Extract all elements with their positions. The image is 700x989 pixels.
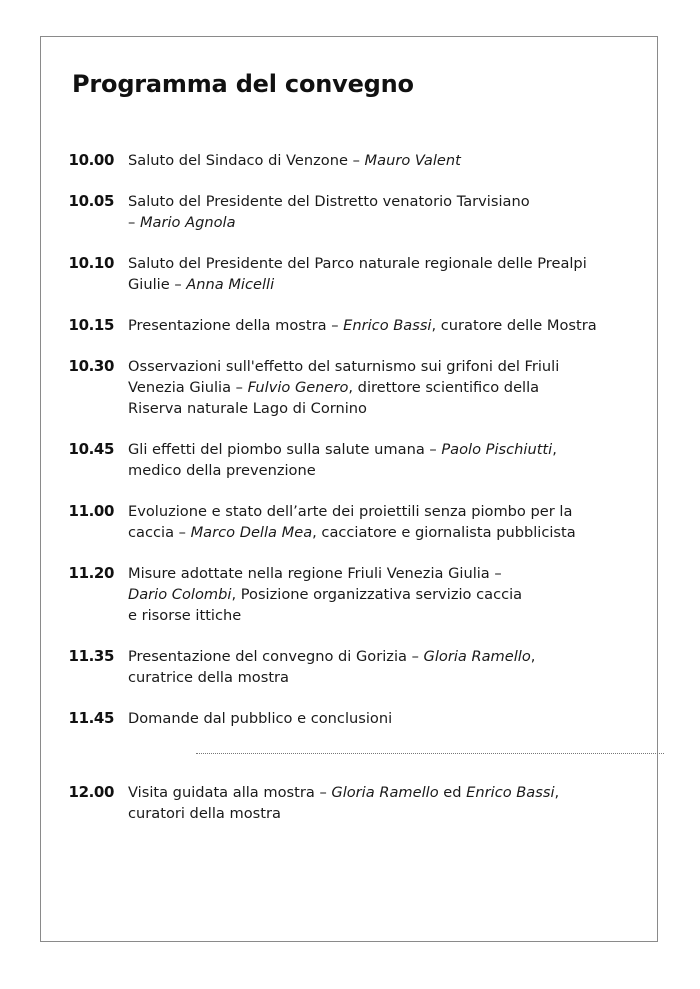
agenda-time: 11.45	[68, 709, 114, 727]
agenda-description	[128, 356, 640, 419]
speaker-name: Dario Colombi	[128, 586, 232, 603]
agenda-description	[128, 253, 640, 295]
agenda-time: 10.00	[68, 151, 114, 169]
speaker-name: Paolo Pischiutti	[441, 441, 553, 458]
description-text: Presentazione della mostra –	[128, 317, 344, 334]
agenda-time: 10.05	[68, 192, 114, 210]
description-text: –	[128, 214, 140, 231]
description-text: e risorse ittiche	[128, 607, 242, 624]
description-text: ,	[530, 648, 536, 665]
agenda-list	[60, 150, 650, 824]
description-text: Saluto del Presidente del Parco naturale regionale delle Prealpi	[128, 255, 587, 272]
page-title: Programma del convegno	[72, 70, 414, 98]
description-text: ,	[552, 441, 557, 458]
agenda-description	[128, 439, 640, 481]
description-text: Presentazione del convegno di Gorizia –	[128, 648, 424, 665]
speaker-name: Mauro Valent	[364, 152, 461, 169]
speaker-name: Marco Della Mea	[190, 524, 313, 541]
agenda-final-section	[60, 782, 650, 824]
description-text: , curatore delle Mostra	[431, 317, 597, 334]
agenda-time: 11.20	[68, 564, 114, 582]
agenda-description	[128, 646, 640, 688]
agenda-description	[128, 315, 640, 336]
speaker-name: Mario Agnola	[139, 214, 236, 231]
description-text: Osservazioni sull'effetto del saturnismo sui grifoni del Friuli	[128, 358, 560, 375]
description-text: medico della prevenzione	[128, 462, 316, 479]
agenda-item	[60, 150, 650, 171]
description-text: Misure adottate nella regione Friuli Venezia Giulia –	[128, 565, 502, 582]
agenda-description	[128, 501, 640, 543]
speaker-name: Fulvio Genero	[247, 379, 349, 396]
agenda-item	[60, 253, 650, 295]
agenda-time: 12.00	[68, 783, 114, 801]
agenda-item	[60, 439, 650, 481]
description-text: ed	[438, 784, 467, 801]
speaker-name: Enrico Bassi	[466, 784, 555, 801]
agenda-time: 10.45	[68, 440, 114, 458]
agenda-description	[128, 150, 640, 171]
agenda-description	[128, 782, 640, 824]
agenda-item	[60, 782, 650, 824]
agenda-item	[60, 356, 650, 419]
description-text: Evoluzione e stato dell’arte dei proiettili senza piombo per la	[128, 503, 573, 520]
agenda-items	[60, 150, 650, 729]
description-text: , cacciatore e giornalista pubblicista	[312, 524, 576, 541]
description-text: Riserva naturale Lago di Cornino	[128, 400, 367, 417]
agenda-item	[60, 646, 650, 688]
speaker-name: Gloria Ramello	[423, 648, 531, 665]
agenda-item	[60, 563, 650, 626]
agenda-time: 11.00	[68, 502, 114, 520]
description-text: curatrice della mostra	[128, 669, 289, 686]
description-text: Venezia Giulia –	[128, 379, 248, 396]
agenda-time: 10.15	[68, 316, 114, 334]
agenda-time: 11.35	[68, 647, 114, 665]
description-text: caccia –	[128, 524, 191, 541]
description-text: Saluto del Sindaco di Venzone –	[128, 152, 365, 169]
description-text: Saluto del Presidente del Distretto venatorio Tarvisiano	[128, 193, 530, 210]
agenda-item	[60, 708, 650, 729]
description-text: ,	[554, 784, 560, 801]
description-text: Giulie –	[128, 276, 187, 293]
speaker-name: Anna Micelli	[186, 276, 275, 293]
agenda-time: 10.10	[68, 254, 114, 272]
agenda-description	[128, 563, 640, 626]
description-text: Domande dal pubblico e conclusioni	[128, 710, 393, 727]
agenda-time: 10.30	[68, 357, 114, 375]
description-text: Gli effetti del piombo sulla salute umana –	[128, 441, 442, 458]
description-text: Visita guidata alla mostra –	[128, 784, 332, 801]
agenda-item	[60, 501, 650, 543]
agenda-item	[60, 191, 650, 233]
description-text: , Posizione organizzativa servizio caccia	[231, 586, 523, 603]
divider	[196, 753, 664, 754]
agenda-description	[128, 191, 640, 233]
description-text: , direttore scientifico della	[348, 379, 540, 396]
description-text: curatori della mostra	[128, 805, 281, 822]
speaker-name: Enrico Bassi	[343, 317, 432, 334]
agenda-item	[60, 315, 650, 336]
agenda-description	[128, 708, 640, 729]
speaker-name: Gloria Ramello	[331, 784, 439, 801]
